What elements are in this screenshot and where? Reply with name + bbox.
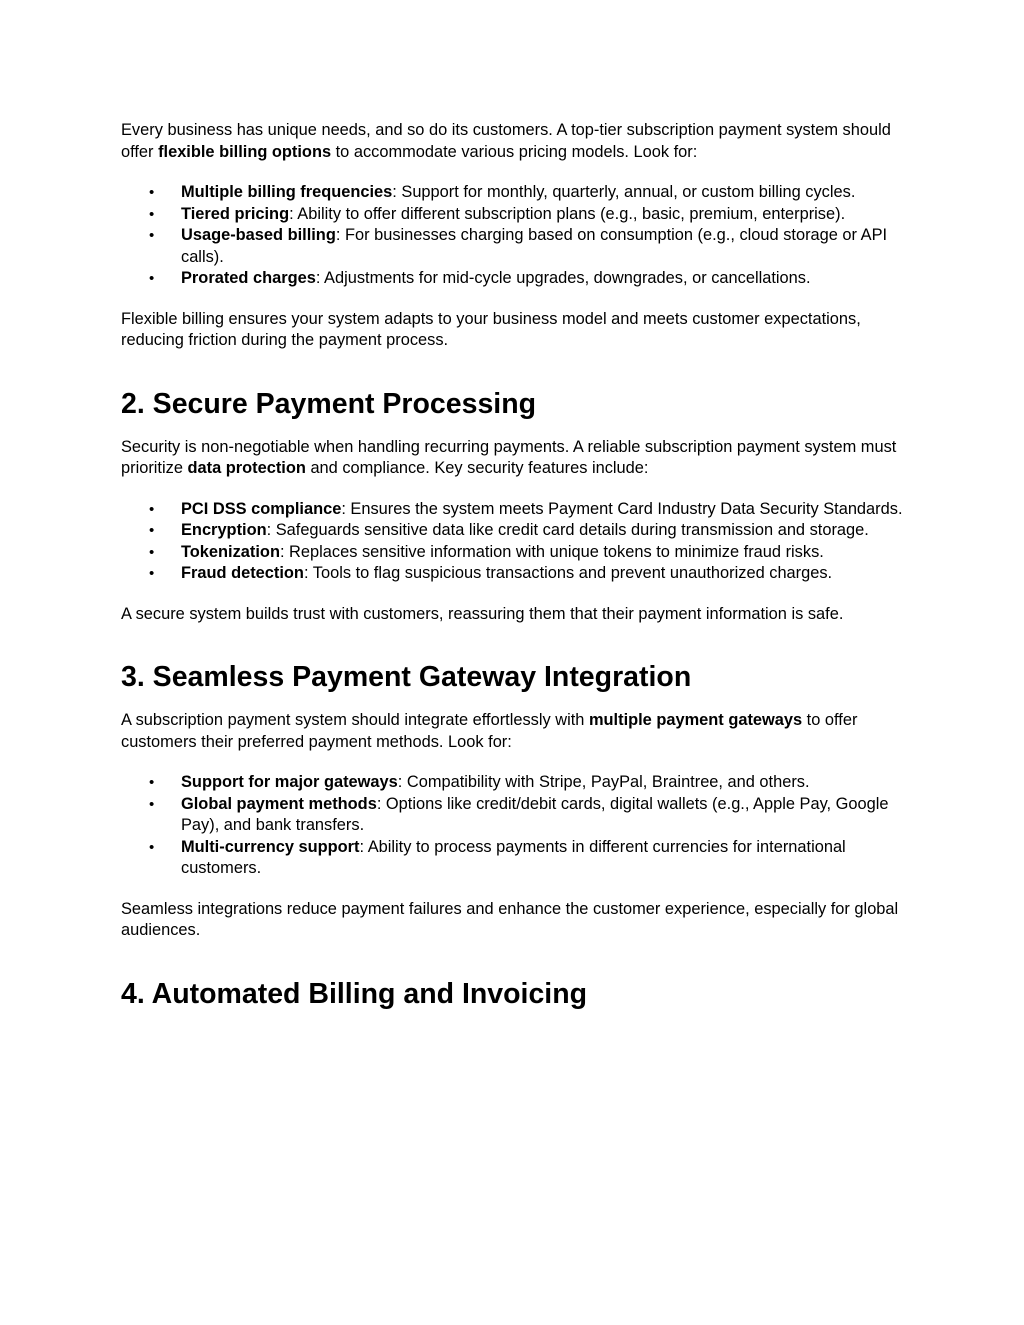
- list-item-description: : Safeguards sensitive data like credit card details during transmission and storage.: [266, 521, 869, 539]
- list-item-term: Usage-based billing: [181, 226, 336, 244]
- bullet-icon: •: [149, 838, 155, 856]
- intro-text: Security is non-negotiable when handling recurring payments. A reliable subscription payment system must prioritize: [121, 437, 897, 477]
- list-item: [121, 520, 911, 542]
- bullet-icon: •: [149, 227, 155, 244]
- section-1-closing: Flexible billing ensures your system adapts to your business model and meets customer expectations, reducing friction during the payment process.: [121, 309, 861, 349]
- bullet-list: [121, 499, 911, 585]
- intro-emphasis: flexible billing options: [158, 142, 332, 161]
- list-item-description: : Compatibility with Stripe, PayPal, Braintree, and others.: [397, 773, 810, 791]
- section-automated-billing: [121, 976, 911, 1012]
- bullet-icon: •: [149, 205, 155, 223]
- list-item-term: Encryption: [181, 521, 267, 539]
- section-2-heading: 2. Secure Payment Processing: [121, 387, 537, 420]
- intro-text: Every business has unique needs, and so do its customers. A top-tier subscription payment system should offer: [121, 121, 891, 161]
- list-item: [121, 204, 911, 226]
- section-1-intro: [121, 120, 911, 163]
- list-item-description: : Options like credit/debit cards, digital wallets (e.g., Apple Pay, Google Pay), and bank transfers.: [181, 794, 889, 834]
- list-item: [121, 542, 911, 564]
- list-item-description: : Support for monthly, quarterly, annual, or custom billing cycles.: [392, 183, 856, 201]
- list-item-term: Support for major gateways: [181, 773, 398, 791]
- list-item-description: : Tools to flag suspicious transactions and prevent unauthorized charges.: [303, 564, 833, 582]
- list-item-term: Prorated charges: [181, 269, 316, 287]
- intro-emphasis: data protection: [187, 459, 306, 477]
- list-item-description: : Adjustments for mid-cycle upgrades, downgrades, or cancellations.: [315, 269, 811, 287]
- list-item-term: Multiple billing frequencies: [181, 183, 393, 201]
- intro-text: to accommodate various pricing models. Look for:: [331, 142, 698, 161]
- list-item-term: PCI DSS compliance: [181, 499, 342, 518]
- list-item-description: : Ensures the system meets Payment Card Industry Data Security Standards.: [341, 499, 903, 518]
- list-item-description: : Replaces sensitive information with unique tokens to minimize fraud risks.: [279, 542, 824, 561]
- list-item: [121, 837, 911, 880]
- bullet-list: [121, 182, 911, 290]
- list-item: [121, 268, 911, 290]
- bullet-icon: •: [149, 565, 155, 582]
- list-item-description: : Ability to process payments in different currencies for international customers.: [181, 837, 846, 877]
- section-2-intro: [121, 437, 911, 480]
- bullet-icon: •: [149, 795, 155, 813]
- list-item: [121, 772, 911, 794]
- section-4-heading: 4. Automated Billing and Invoicing: [121, 977, 588, 1010]
- section-gateway-integration: [121, 659, 911, 942]
- list-item-term: Fraud detection: [181, 564, 304, 582]
- bullet-icon: •: [149, 522, 155, 539]
- intro-text: and compliance. Key security features include:: [305, 459, 649, 477]
- list-item-description: : For businesses charging based on consumption (e.g., cloud storage or API calls).: [181, 226, 888, 266]
- document-page: [121, 120, 911, 1027]
- list-item: [121, 499, 911, 521]
- list-item-term: Tokenization: [181, 542, 280, 561]
- bullet-icon: •: [149, 184, 155, 201]
- list-item-term: Tiered pricing: [181, 204, 290, 223]
- bullet-icon: •: [149, 500, 155, 518]
- bullet-icon: •: [149, 543, 155, 561]
- list-item: [121, 182, 911, 204]
- list-item: [121, 794, 911, 837]
- bullet-list: [121, 772, 911, 880]
- list-item-term: Global payment methods: [181, 794, 377, 813]
- bullet-icon: •: [149, 774, 155, 791]
- list-item-description: : Ability to offer different subscription plans (e.g., basic, premium, enterprise).: [289, 204, 846, 223]
- section-2-closing: A secure system builds trust with customers, reassuring them that their payment information is safe.: [121, 604, 844, 623]
- bullet-icon: •: [149, 270, 155, 287]
- list-item: [121, 563, 911, 585]
- section-3-intro: [121, 710, 911, 753]
- intro-emphasis: multiple payment gateways: [588, 711, 803, 729]
- section-3-closing: Seamless integrations reduce payment failures and enhance the customer experience, especially for global audiences.: [121, 899, 899, 939]
- list-item-term: Multi-currency support: [181, 837, 360, 856]
- intro-text: to offer customers their preferred payment methods. Look for:: [121, 711, 858, 751]
- list-item: [121, 225, 911, 268]
- section-flexible-billing: [121, 120, 911, 352]
- section-3-heading: 3. Seamless Payment Gateway Integration: [121, 661, 692, 693]
- intro-text: A subscription payment system should integrate effortlessly with: [121, 711, 589, 729]
- section-secure-payment: [121, 386, 911, 626]
